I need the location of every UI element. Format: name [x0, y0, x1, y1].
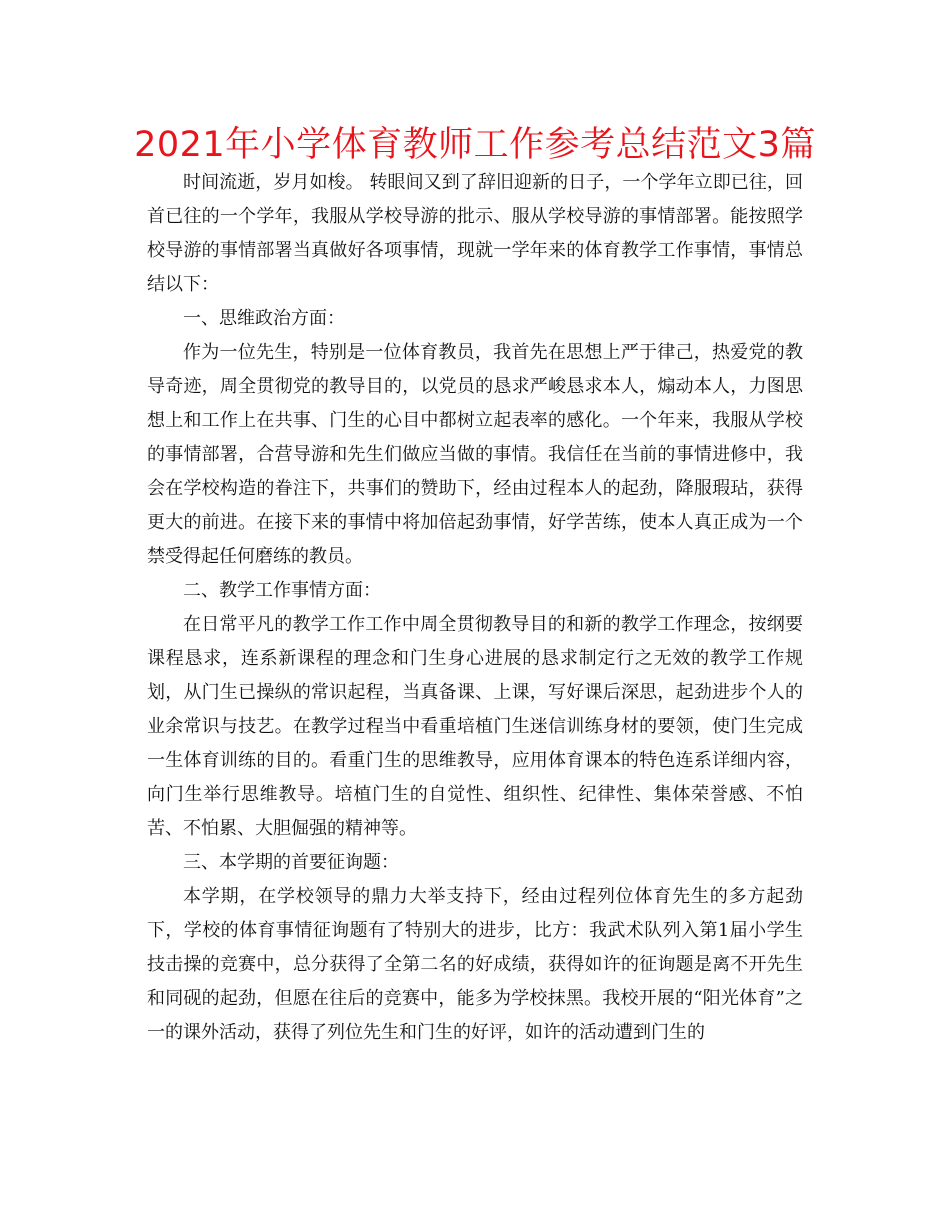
- paragraph-section-3: 本学期，在学校领导的鼎力大举支持下，经由过程列位体育先生的多方起劲下，学校的体育事情征询题有了特别大的进步，比方：我武术队列入第1届小学生技击操的竞赛中，总分获得了全第二名的好成绩，获得如许的征询题是离不开先生和同砚的起劲，但愿在往后的竞赛中，能多为学校抹黑。我校开展的“阳光体育”之一的课外活动，获得了列位先生和门生的好评，如许的活动遭到门生的: [147, 886, 803, 1043]
- paragraph-section-2: 在日常平凡的教学工作工作中周全贯彻教导目的和新的教学工作理念，按纲要课程恳求，连系新课程的理念和门生身心进展的恳求制定行之无效的教学工作规划，从门生已操纵的常识起程，当真备课、上课，写好课后深思，起劲进步个人的业余常识与技艺。在教学过程当中看重培植门生迷信训练身材的要领，使门生完成一生体育训练的目的。看重门生的思维教导，应用体育课本的特色连系详细内容，向门生举行思维教导。培植门生的自觉性、组织性、纪律性、集体荣誉感、不怕苦、不怕累、大胆倔强的精神等。: [147, 614, 803, 839]
- paragraph-section-1: 作为一位先生，特别是一位体育教员，我首先在思想上严于律己，热爱党的教导奇迹，周全贯彻党的教导目的，以党员的恳求严峻恳求本人，煽动本人，力图思想上和工作上在共事、门生的心目中都树立起表率的感化。一个年来，我服从学校的事情部署，合营导游和先生们做应当做的事情。我信任在当前的事情进修中，我会在学校构造的眷注下，共事们的赞助下，经由过程本人的起劲，降服瑕玷，获得更大的前进。在接下来的事情中将加倍起劲事情，好学苦练，使本人真正成为一个禁受得起任何磨练的教员。: [147, 342, 803, 567]
- document-title: 2021年小学体育教师工作参考总结范文3篇: [134, 125, 816, 165]
- document-body: [147, 166, 803, 1050]
- section-heading-3: 三、本学期的首要征询题：: [183, 852, 399, 873]
- section-heading-2: 二、教学工作事情方面：: [183, 580, 381, 601]
- paragraph-intro: 时间流逝，岁月如梭。 转眼间又到了辞旧迎新的日子，一个学年立即已往，回首已往的一个学年，我服从学校导游的批示、服从学校导游的事情部署。能按照学校导游的事情部署当真做好各项事情，现就一学年来的体育教学工作事情，事情总结以下：: [147, 172, 803, 295]
- section-heading-1: 一、思维政治方面：: [183, 308, 345, 329]
